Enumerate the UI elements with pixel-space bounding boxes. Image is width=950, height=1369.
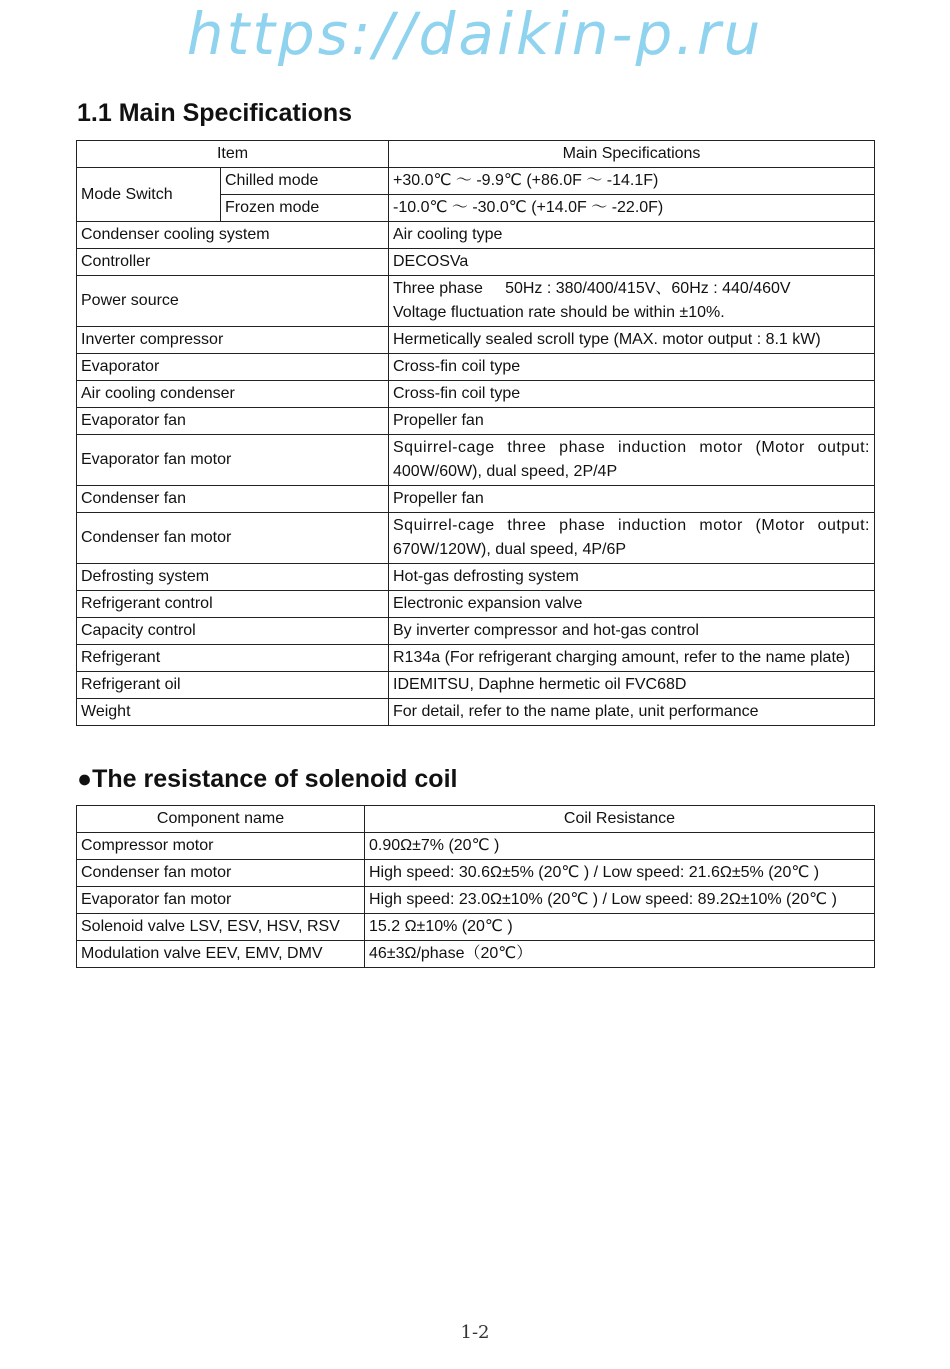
header-item: Item (77, 141, 389, 168)
spec-value (389, 513, 875, 564)
spec-item: Air cooling condenser (77, 381, 389, 408)
spec-value: R134a (For refrigerant charging amount, refer to the name plate) (389, 645, 875, 672)
component-name: Compressor motor (77, 833, 365, 860)
chilled-mode-value: +30.0℃ ～ -9.9℃ (+86.0F ～ -14.1F) (389, 168, 875, 195)
section-title: 1.1 Main Specifications (77, 99, 353, 127)
spec-value: Propeller fan (389, 486, 875, 513)
table-row (77, 276, 875, 327)
table-row (77, 222, 875, 249)
spec-item: Condenser fan motor (77, 513, 389, 564)
table-header-row (77, 141, 875, 168)
spec-value-line: Squirrel-cage three phase induction motor (Motor output: (393, 517, 870, 534)
spec-value: By inverter compressor and hot-gas control (389, 618, 875, 645)
coil-section-title: ●The resistance of solenoid coil (77, 765, 458, 793)
table-row (77, 618, 875, 645)
spec-value: Cross-fin coil type (389, 354, 875, 381)
table-row (77, 486, 875, 513)
chilled-mode-label: Chilled mode (221, 168, 389, 195)
spec-item: Controller (77, 249, 389, 276)
spec-value-line: Three phase 50Hz : 380/400/415V、60Hz : 440/460V (393, 280, 791, 297)
spec-item: Condenser fan (77, 486, 389, 513)
spec-item: Inverter compressor (77, 327, 389, 354)
spec-item: Evaporator fan motor (77, 435, 389, 486)
frozen-mode-value: -10.0℃ ～ -30.0℃ (+14.0F ～ -22.0F) (389, 195, 875, 222)
table-header-row (77, 806, 875, 833)
spec-value: Hot-gas defrosting system (389, 564, 875, 591)
spec-item: Condenser cooling system (77, 222, 389, 249)
frozen-mode-label: Frozen mode (221, 195, 389, 222)
spec-item: Power source (77, 276, 389, 327)
component-name: Solenoid valve LSV, ESV, HSV, RSV (77, 914, 365, 941)
table-row (77, 887, 875, 914)
spec-item: Capacity control (77, 618, 389, 645)
spec-value: Hermetically sealed scroll type (MAX. motor output : 8.1 kW) (389, 327, 875, 354)
mode-switch-label: Mode Switch (77, 168, 221, 222)
coil-resistance-value: 46±3Ω/phase（20℃） (365, 941, 875, 968)
page-number: 1-2 (460, 1322, 490, 1343)
component-name: Evaporator fan motor (77, 887, 365, 914)
table-row (77, 645, 875, 672)
table-row (77, 699, 875, 726)
component-name: Modulation valve EEV, EMV, DMV (77, 941, 365, 968)
main-specifications-table (76, 140, 875, 726)
spec-value: Electronic expansion valve (389, 591, 875, 618)
table-row (77, 591, 875, 618)
spec-item: Refrigerant (77, 645, 389, 672)
spec-value-line: 400W/60W), dual speed, 2P/4P (393, 463, 618, 480)
table-row (77, 564, 875, 591)
watermark-url: https://daikin-p.ru (186, 0, 764, 68)
coil-resistance-value: 0.90Ω±7% (20℃ ) (365, 833, 875, 860)
spec-value: For detail, refer to the name plate, unit performance (389, 699, 875, 726)
table-row (77, 408, 875, 435)
table-row (77, 435, 875, 486)
spec-value: IDEMITSU, Daphne hermetic oil FVC68D (389, 672, 875, 699)
spec-item: Evaporator fan (77, 408, 389, 435)
spec-item: Refrigerant control (77, 591, 389, 618)
coil-resistance-value: High speed: 30.6Ω±5% (20℃ ) / Low speed: 21.6Ω±5% (20℃ ) (365, 860, 875, 887)
coil-resistance-value: High speed: 23.0Ω±10% (20℃ ) / Low speed: 89.2Ω±10% (20℃ ) (365, 887, 875, 914)
spec-item: Weight (77, 699, 389, 726)
table-row (77, 327, 875, 354)
table-row (77, 354, 875, 381)
spec-value (389, 276, 875, 327)
spec-value-line: Squirrel-cage three phase induction motor (Motor output: (393, 439, 870, 456)
spec-value: Propeller fan (389, 408, 875, 435)
spec-item: Refrigerant oil (77, 672, 389, 699)
table-row (77, 833, 875, 860)
coil-resistance-value: 15.2 Ω±10% (20℃ ) (365, 914, 875, 941)
header-component-name: Component name (77, 806, 365, 833)
table-row (77, 672, 875, 699)
table-row (77, 914, 875, 941)
spec-item: Evaporator (77, 354, 389, 381)
spec-value-line: Voltage fluctuation rate should be within ±10%. (393, 304, 725, 321)
spec-item: Defrosting system (77, 564, 389, 591)
table-row (77, 249, 875, 276)
table-row (77, 513, 875, 564)
spec-value (389, 435, 875, 486)
spec-value-line: 670W/120W), dual speed, 4P/6P (393, 541, 627, 558)
table-row (77, 168, 875, 195)
header-coil-resistance: Coil Resistance (365, 806, 875, 833)
header-main-specifications: Main Specifications (389, 141, 875, 168)
spec-value: Cross-fin coil type (389, 381, 875, 408)
coil-resistance-table (76, 805, 875, 968)
spec-value: DECOSVa (389, 249, 875, 276)
component-name: Condenser fan motor (77, 860, 365, 887)
table-row (77, 941, 875, 968)
table-row (77, 860, 875, 887)
spec-value: Air cooling type (389, 222, 875, 249)
table-row (77, 381, 875, 408)
